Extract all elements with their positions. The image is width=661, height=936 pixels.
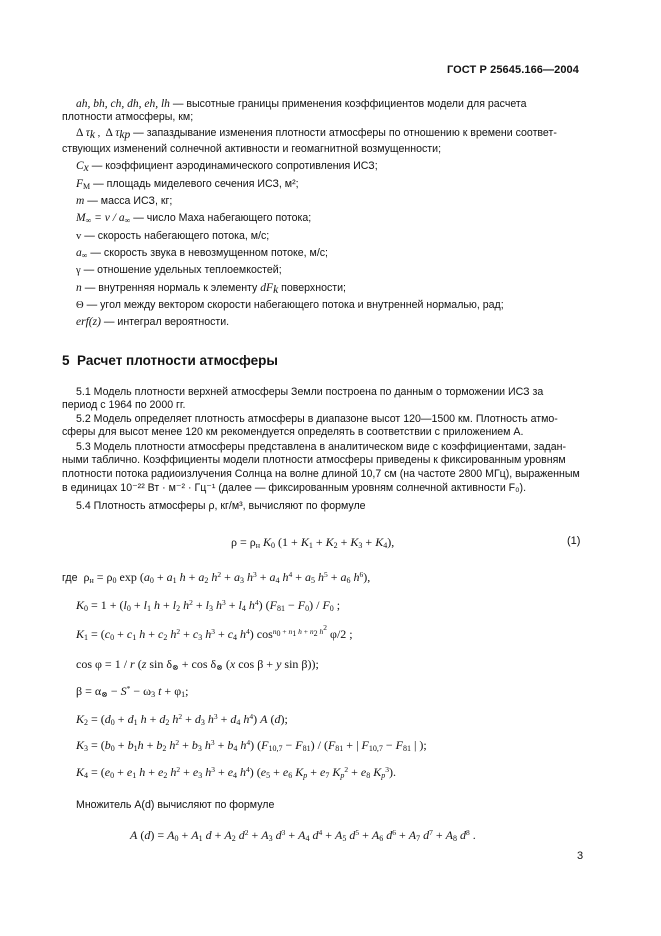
paragraph-line: 5.1 Модель плотности верхней атмосферы Земли построена по данным о торможении ИСЗ за [76,386,544,398]
formula-k4: $K_4 = (e_0 + e_1$ $h + e_2$ $h^2 + e_3$ $h^3 + e_4$ $h^4$) ($e_5 + e_6$ $K_p + e_7$ $K_p^2 + e_8$ $K_p^3$). [76,765,396,780]
definition-text: — скорость набегающего потока, м/с; [81,230,270,242]
definition-text: — площадь миделевого сечения ИСЗ, м²; [90,178,299,190]
paragraph-line: плотности потока радиоизлучения Солнца на волне длиной 10,7 см (на частоте 2800 МГц), выраженным [62,468,580,480]
paragraph-line: ными таблично. Коэффициенты модели плотности атмосферы приведены к фиксированным уровням [62,454,566,466]
paragraph-line: в единицах 10⁻²² Вт · м⁻² · Гц⁻¹ (далее — фиксированным уровням солнечной активности F₀). [62,482,527,494]
definition-text: — высотные границы применения коэффициентов модели для расчета [169,98,527,110]
definition-n: n — внутренняя нормаль к элементу $dF_k$ поверхности; [76,282,346,296]
paragraph-5-3-cont-1 [62,454,566,467]
paragraph-5-1-cont [62,399,185,412]
definition-symbol: n [76,282,82,294]
paragraph-5-3 [76,441,566,454]
paragraph-5-1 [76,386,543,399]
definition-text: — масса ИСЗ, кг; [84,195,173,207]
paragraph-line: период с 1964 по 2000 гг. [62,399,186,411]
formula-k3: $K_3 = (b_0 + b_1h + b_2$ $h^2 + b_3$ $h^3 + b_4$ $h^4$) $(F_{10,7} - F_{81}) / (F_{81}$ + | $F_{10,7} - F_{81}$ | ); [76,738,427,753]
definition-symbol: Θ [76,300,84,311]
section-number: 5 [62,353,70,368]
definition-symbol: C [76,160,84,172]
definition-symbol: dF [260,282,274,294]
definition-delta-tau-line-2 [62,143,441,156]
definition-text: ствующих изменений солнечной активности и геомагнитной возмущенности; [62,143,442,155]
definition-text: — число Маха набегающего потока; [130,212,312,224]
section-title: Расчет плотности атмосферы [77,353,278,368]
definition-symbol: m [76,195,85,207]
paragraph-line: 5.2 Модель определяет плотность атмосферы в диапазоне высот 120—1500 км. Плотность атмо- [76,413,558,425]
formula-k1: $K_1 = (c_0 + c_1$ $h + c_2$ $h^2 + c_3$ $h^3 + c_4$ $h^4$) $\cos^{n_0 + n_1 h + n_2 h^2} \varphi/2$ ; [76,623,353,642]
definition-v [76,230,269,243]
formula-1: $\rho = \rho_н$ $K_0$ $(1 + K_1 + K_2 + K_3 + K_4)$, [231,535,395,550]
definition-symbol: a [76,247,82,259]
definition-symbol: ah, bh, ch, dh, eh, lh [76,98,170,110]
formula-rho-n: где $\rho_н = \rho_0$ $\exp (a_0 + a_1$ $h + a_2$ $h^2 + a_3$ $h^3 + a_4$ $h^4 + a_5$ $h^5 + a_6$ $h^6$), [62,570,371,585]
definition-ah-line [76,98,527,111]
paragraph-5-2-cont [62,426,523,439]
multiplier-text: Множитель A(d) вычисляют по формуле [76,799,275,811]
paragraph-line: 5.4 Плотность атмосферы ρ, кг/м³, вычисляют по формуле [76,500,366,512]
definition-erf [76,316,229,329]
formula-beta: $\beta = \alpha_\otimes - S^* - \omega_3$ $t + \varphi_1$; [76,684,189,699]
definition-text: поверхности; [278,282,346,294]
page-number: 3 [577,850,584,862]
section-heading [62,353,278,368]
definition-symbol: F [76,178,84,190]
paragraph-line: 5.3 Модель плотности атмосферы представлена в аналитическом виде с коэффициентами, задан- [76,441,567,453]
paragraph-5-3-cont-3 [62,482,526,495]
formula-k2: $K_2 = (d_0 + d_1$ $h + d_2$ $h^2 + d_3$ $h^3 + d_4$ $h^4$) A (d); [76,712,288,727]
definition-a: $a_\infty$ — скорость звука в невозмущенном потоке, м/с; [76,247,329,260]
formula-cos-phi: cos φ = 1 / r (z $\sin \delta_\otimes + \cos \delta_\otimes$ (x cos β + y sin β)); [76,657,319,672]
where-label: где [62,572,78,584]
definition-text: — коэффициент аэродинамического сопротивления ИСЗ; [88,160,378,172]
definition-text: — внутренняя нормаль к элементу [81,282,258,294]
definition-text: — интеграл вероятности. [100,316,230,328]
definition-symbol: γ [76,265,81,276]
definition-gamma [76,264,282,277]
definition-text: — скорость звука в невозмущенном потоке, м/с; [87,247,329,259]
definition-ah-line-2 [62,111,193,124]
formula-number: (1) [567,535,581,547]
paragraph-5-4 [76,500,366,513]
definition-mach: $M_\infty = v / a_\infty$ — число Маха набегающего потока; [76,212,312,225]
definition-text: — угол между вектором скорости набегающего потока и внутренней нормалью, рад; [83,299,504,311]
definition-fm: $F_M$ — площадь миделевого сечения ИСЗ, м²; [76,178,299,191]
document-header: ГОСТ Р 25645.166—2004 [446,64,579,76]
definition-delta-tau-line: Δ $\tau_k$ , Δ $\tau_{kp}$ — запаздывание изменения плотности атмосферы по отношению к времени соответ- [76,127,557,141]
formula-k0: $K_0 = 1 + (l_0 + l_1$ $h + l_2$ $h^2 + l_3$ $h^3 + l_4$ $h^4$) $(F_{81} - F_0) / F_0$ ; [76,598,341,613]
definition-text: плотности атмосферы, км; [62,111,194,123]
definition-m [76,195,172,208]
definition-symbol: M [76,212,86,224]
definition-theta [76,299,504,312]
paragraph-5-3-cont-2 [62,468,580,481]
definition-symbol: erf(z) [76,316,101,328]
formula-a-d: A $(d) = A_0 + A_1$ $d + A_2$ $d^2 + A_3$ $d^3 + A_4$ $d^4 + A_5$ $d^5 + A_6$ $d^6 + A_7$ $d^7 + A_8$ $d^8$ . [130,828,476,843]
paragraph-line: сферы для высот менее 120 км рекомендуется определять в соответствии с приложением А. [62,426,524,438]
definition-cx: $C_x$ — коэффициент аэродинамического сопротивления ИСЗ; [76,160,378,174]
definition-text: — отношение удельных теплоемкостей; [80,264,282,276]
paragraph-5-2 [76,413,558,426]
definition-text: — запаздывание изменения плотности атмосферы по отношению к времени соответ- [130,127,557,139]
definition-symbol: v [76,231,82,242]
